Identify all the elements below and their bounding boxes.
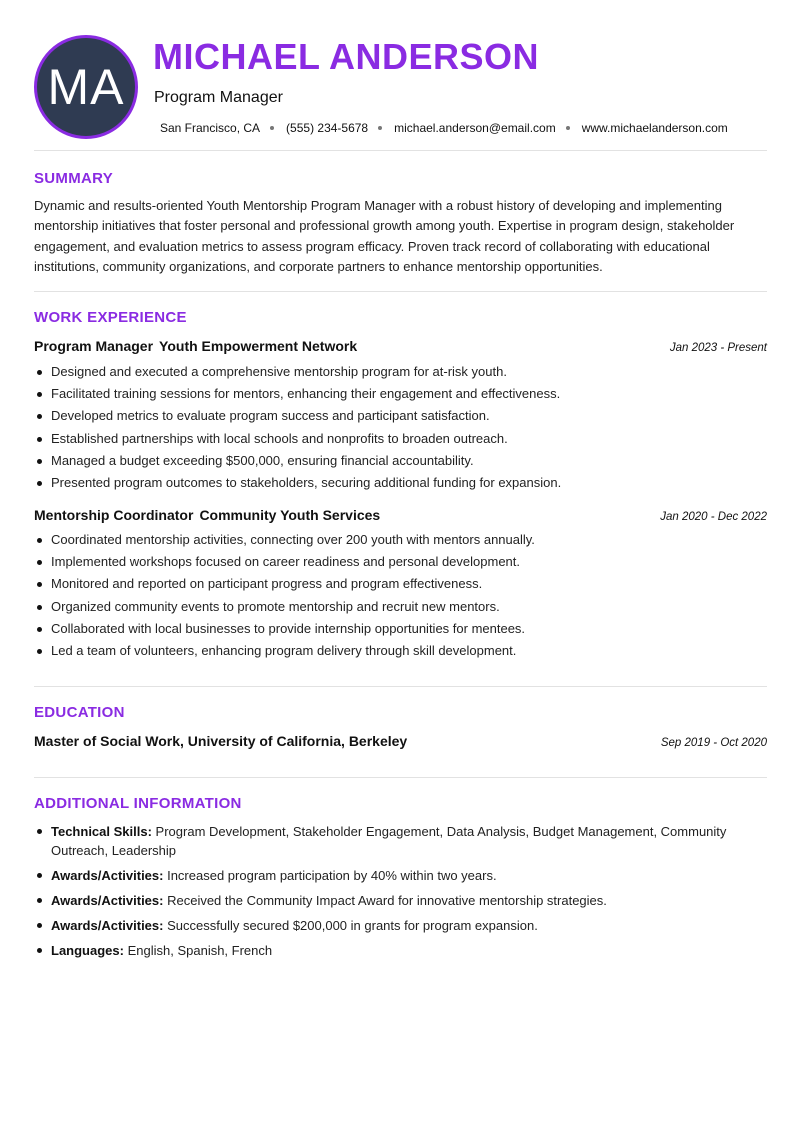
list-item: [34, 891, 767, 910]
separator-dot: [270, 126, 274, 130]
item-text: Successfully secured $200,000 in grants for program expansion.: [167, 918, 538, 933]
list-item: Led a team of volunteers, enhancing program delivery through skill development.: [34, 640, 767, 662]
contact-bar: [160, 121, 728, 135]
list-item: Managed a budget exceeding $500,000, ensuring financial accountability.: [34, 450, 767, 472]
job-company: Youth Empowerment Network: [159, 338, 358, 354]
contact-location: San Francisco, CA: [160, 121, 261, 135]
list-item: Developed metrics to evaluate program success and participant satisfaction.: [34, 405, 767, 427]
item-label: Technical Skills:: [51, 824, 152, 839]
candidate-role: Program Manager: [154, 89, 283, 106]
item-label: Awards/Activities:: [51, 893, 164, 908]
avatar-initials: MA: [47, 59, 125, 115]
divider: [34, 777, 767, 778]
separator-dot: [378, 126, 382, 130]
list-item: Coordinated mentorship activities, connecting over 200 youth with mentors annually.: [34, 529, 767, 551]
contact-email[interactable]: michael.anderson@email.com: [394, 121, 556, 135]
education-dates: Sep 2019 - Oct 2020: [660, 737, 767, 749]
list-item: Implemented workshops focused on career readiness and personal development.: [34, 551, 767, 573]
item-text: Increased program participation by 40% within two years.: [167, 868, 497, 883]
candidate-name: MICHAEL ANDERSON: [153, 36, 540, 77]
job-position: Mentorship Coordinator: [34, 507, 194, 523]
list-item: Facilitated training sessions for mentors, enhancing their engagement and effectiveness.: [34, 383, 767, 405]
education-entry: [34, 733, 767, 749]
additional-list: [34, 822, 767, 966]
job-bullets: [34, 361, 767, 494]
avatar: [34, 35, 138, 139]
list-item: [34, 866, 767, 885]
item-label: Awards/Activities:: [51, 868, 164, 883]
job-header: [34, 338, 767, 354]
list-item: [34, 941, 767, 960]
item-text: English, Spanish, French: [127, 943, 273, 958]
list-item: Designed and executed a comprehensive mentorship program for at-risk youth.: [34, 361, 767, 383]
additional-heading: ADDITIONAL INFORMATION: [34, 795, 242, 812]
experience-heading: WORK EXPERIENCE: [34, 309, 187, 326]
list-item: Presented program outcomes to stakeholders, securing additional funding for expansion.: [34, 472, 767, 494]
list-item: Organized community events to promote mentorship and recruit new mentors.: [34, 596, 767, 618]
summary-text: Dynamic and results-oriented Youth Mentorship Program Manager with a robust history of developing and implementing mentorship initiatives that foster personal and professional growth among youth. Expertise in program design, stakeholder engagement, and evaluation metrics to assess program efficacy. Proven track record of collaborating with educational institutions, community organizations, and corporate partners to enhance mentorship opportunities.: [34, 198, 735, 274]
contact-phone: (555) 234-5678: [286, 121, 369, 135]
contact-website[interactable]: www.michaelanderson.com: [581, 121, 728, 135]
job-title: [34, 507, 380, 523]
divider: [34, 291, 767, 292]
item-text: Program Development, Stakeholder Engagement, Data Analysis, Budget Management, Community Outreach, Leadership: [51, 824, 727, 858]
summary-heading: SUMMARY: [34, 170, 114, 187]
education-degree: Master of Social Work, University of California, Berkeley: [34, 733, 408, 749]
divider: [34, 686, 767, 687]
job-dates: Jan 2020 - Dec 2022: [660, 511, 767, 523]
job-title: [34, 338, 357, 354]
list-item: Monitored and reported on participant progress and program effectiveness.: [34, 573, 767, 595]
separator-dot: [566, 126, 570, 130]
item-label: Awards/Activities:: [51, 918, 164, 933]
job-bullets: [34, 529, 767, 662]
item-label: Languages:: [51, 943, 124, 958]
item-text: Received the Community Impact Award for innovative mentorship strategies.: [167, 893, 607, 908]
list-item: Established partnerships with local schools and nonprofits to broaden outreach.: [34, 428, 767, 450]
list-item: Collaborated with local businesses to provide internship opportunities for mentees.: [34, 618, 767, 640]
list-item: [34, 822, 767, 860]
job-company: Community Youth Services: [199, 507, 381, 523]
list-item: [34, 916, 767, 935]
job-header: [34, 507, 767, 523]
divider: [34, 150, 767, 151]
job-dates: Jan 2023 - Present: [669, 342, 767, 354]
education-heading: EDUCATION: [34, 704, 125, 721]
job-position: Program Manager: [34, 338, 154, 354]
